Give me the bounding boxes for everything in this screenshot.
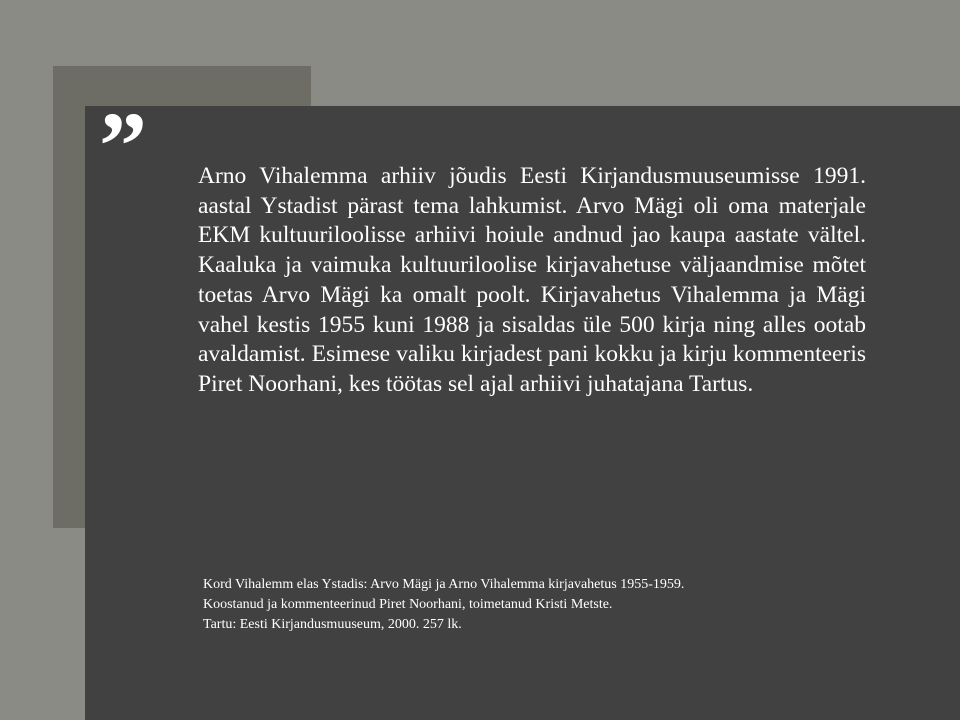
quote-text: Arno Vihalemma arhiiv jõudis Eesti Kirjandusmuuseumisse 1991. aastal Ystadist pärast tema lahkumist. Arvo Mägi oli oma materjale EKM kultuuriloolisse arhiivi hoiule andnud jao kaupa aastate vältel. Kaaluka ja vaimuka kultuuriloolise kirjavahetuse väljaandmise mõtet toetas Arvo Mägi ka omalt poolt. Kirjavahetus Vihalemma ja Mägi vahel kestis 1955 kuni 1988 ja sisaldas üle 500 kirja ning alles ootab avaldamist. Esimese valiku kirjadest pani kokku ja kirju kommenteeris Piret Noorhani, kes töötas sel ajal arhiivi juhatajana Tartus.	[198, 163, 866, 397]
quote-mark: ”	[99, 92, 141, 199]
citation-line-publisher: Tartu: Eesti Kirjandusmuuseum, 2000. 257 lk.	[203, 617, 462, 632]
citation	[203, 575, 903, 635]
citation-line-title: Kord Vihalemm elas Ystadis: Arvo Mägi ja Arno Vihalemma kirjavahetus 1955-1959.	[203, 577, 685, 592]
citation-line-editors: Koostanud ja kommenteerinud Piret Noorhani, toimetanud Kristi Metste.	[203, 597, 613, 612]
